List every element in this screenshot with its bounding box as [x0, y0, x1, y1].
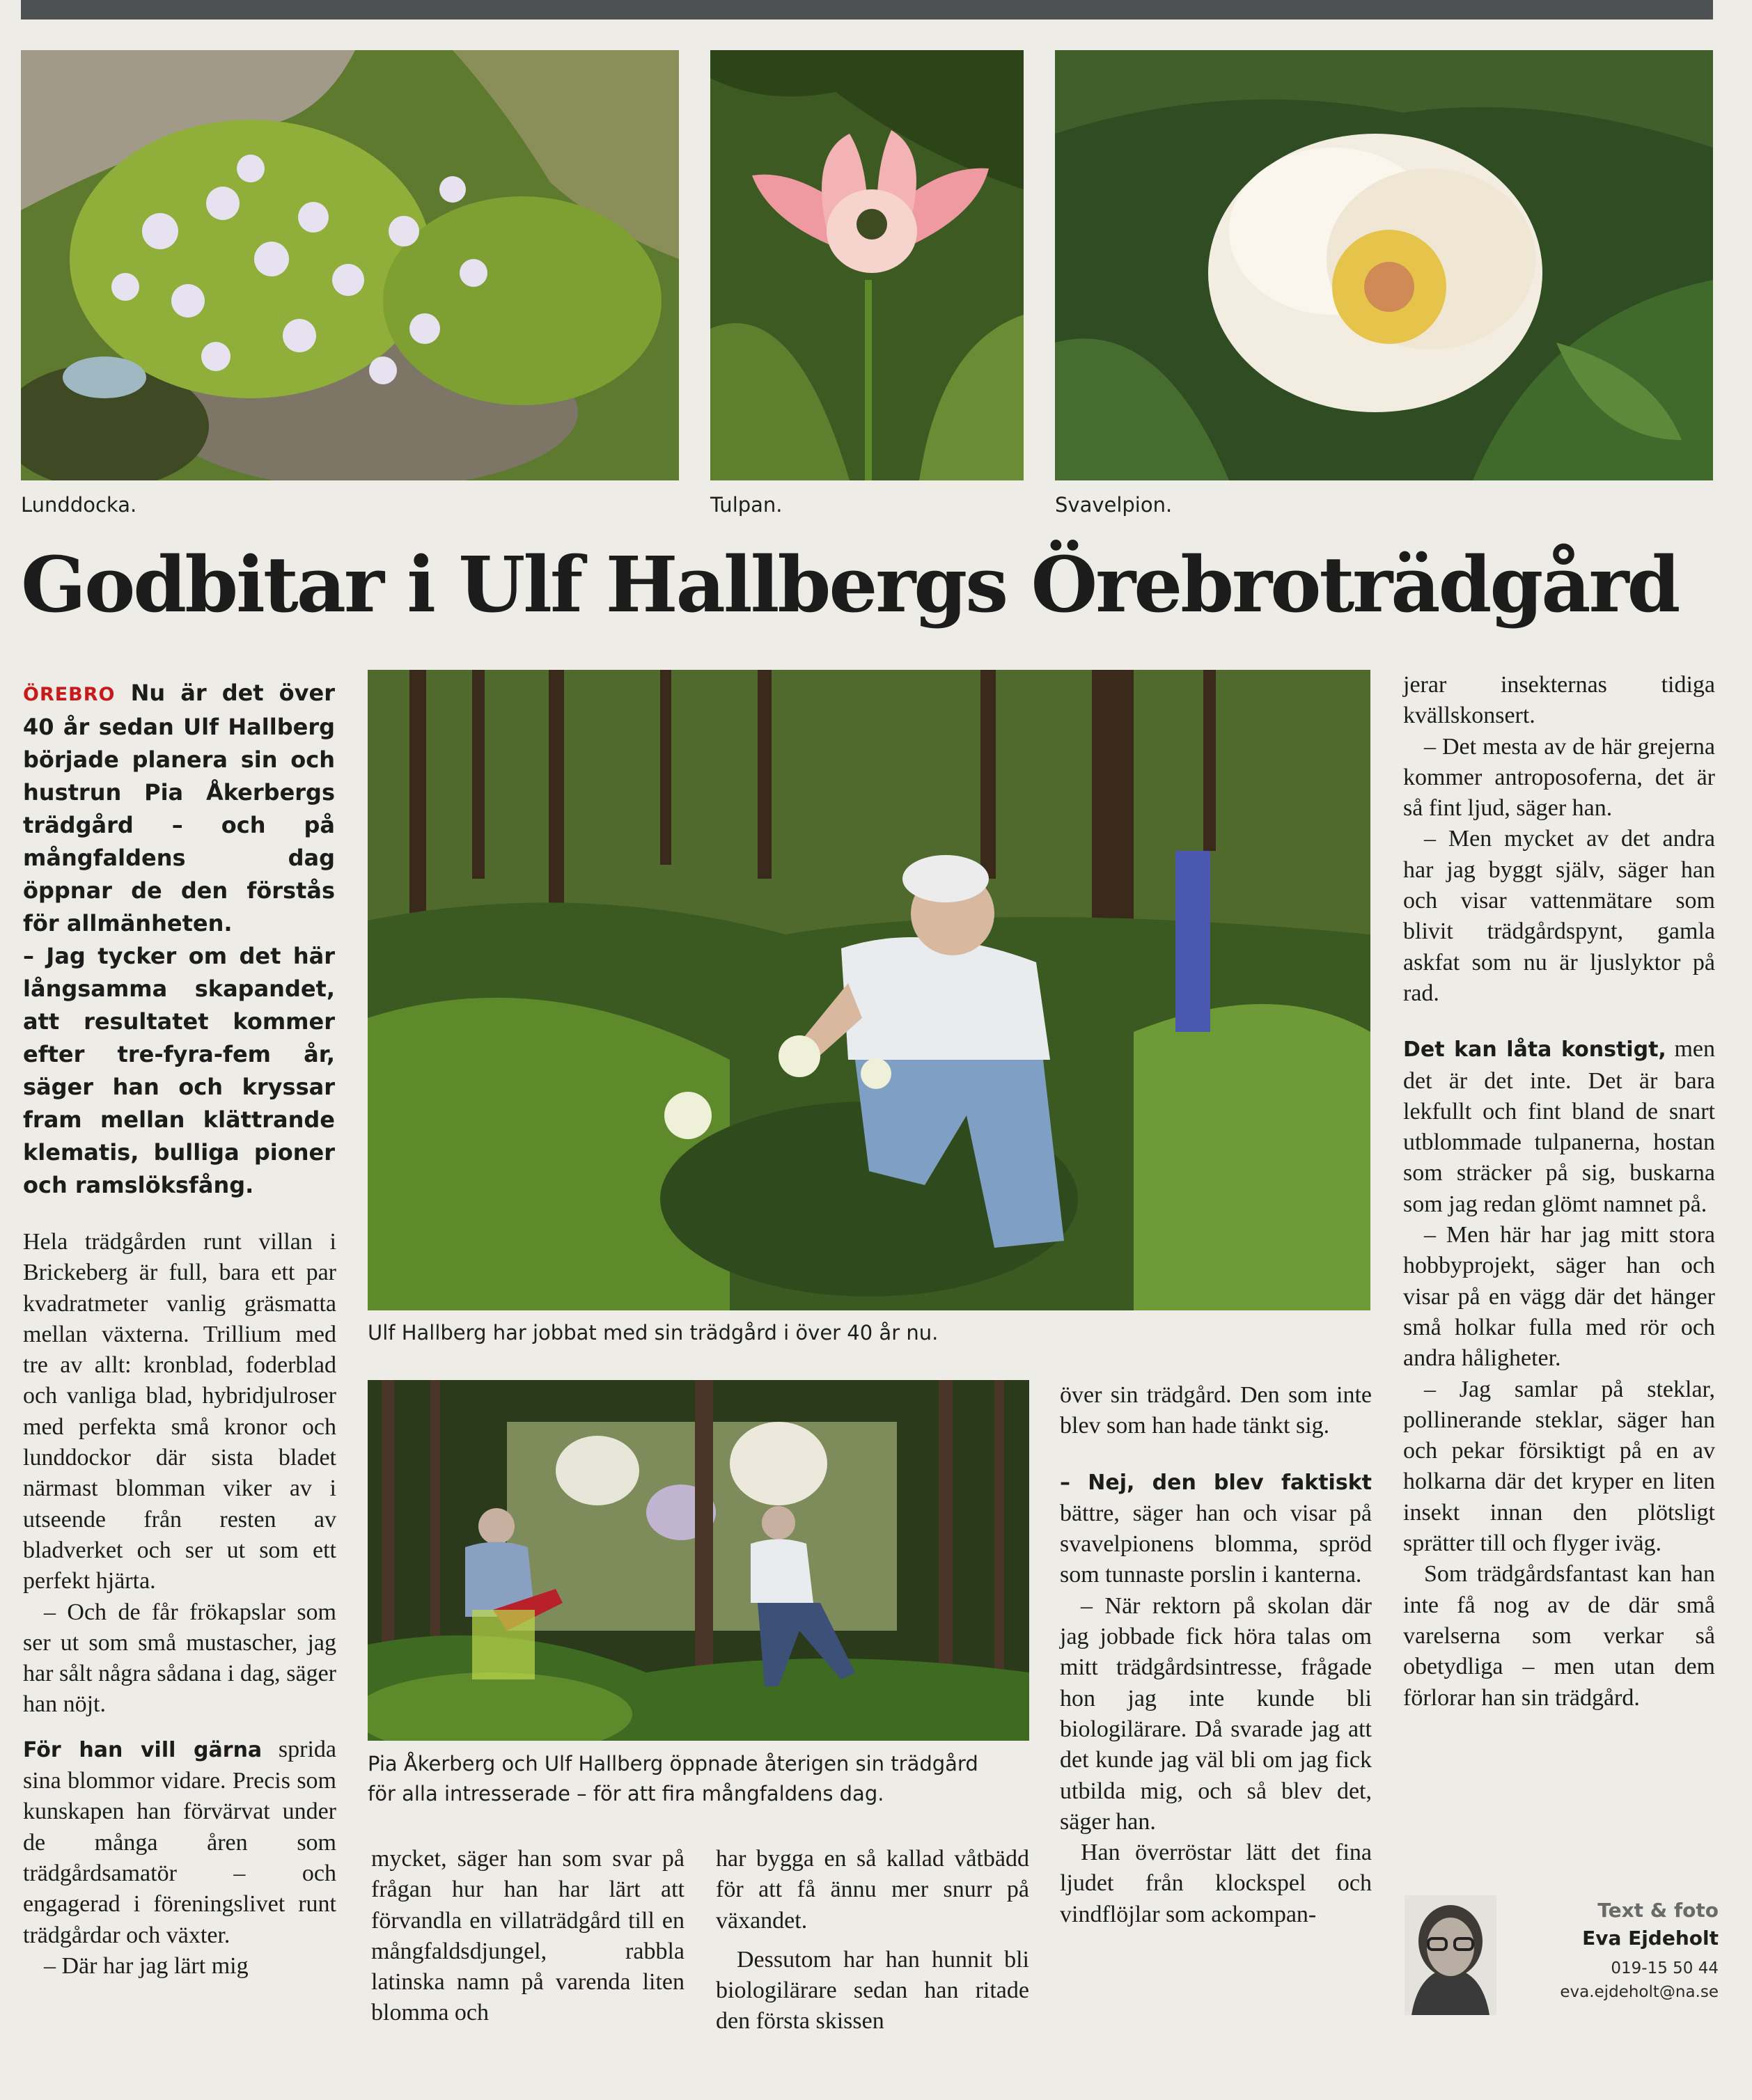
caption-main-photo: Ulf Hallberg har jobbat med sin trädgård i över 40 år nu. — [368, 1321, 939, 1345]
lead-paragraph — [23, 677, 335, 1202]
col1-p3: sprida sina blommor vidare. Precis som kunskapen han förvärvat under de många åren som trädgårdsamatör – och engagerad i föreningslivet runt trädgårdar och växter. — [23, 1736, 337, 1948]
col1-p4: – Där har jag lärt mig — [44, 1952, 249, 1979]
column-1 — [23, 1227, 336, 1982]
col5-p7: Som trädgårdsfantast kan han inte få nog av de där små varelserna som verkar så obetydliga – men utan dem förlorar han sin trädgård. — [1403, 1561, 1715, 1711]
dateline: ÖREBRO — [23, 684, 116, 705]
caption-couple-line1: Pia Åkerberg och Ulf Hallberg öppnade återigen sin trädgård — [368, 1752, 978, 1776]
author-portrait — [1405, 1895, 1496, 2015]
caption-svavelpion: Svavelpion. — [1055, 493, 1173, 517]
col5-p4: men det är det inte. Det är bara lekfullt och fint bland de snart utblommade tulpanerna, hostan som sträcker på sig, buskarna som jag redan glömt namnet på. — [1403, 1036, 1715, 1217]
photo-lunddocka — [21, 50, 679, 480]
col2-p1: mycket, säger han som svar på frågan hur han har lärt att förvandla en villaträdgård till en mångfaldsdjungel, rabbla latinska namn på varenda liten blomma och — [371, 1846, 685, 2026]
col3-p2: Dessutom har han hunnit bli biologilärare sedan han ritade den första skissen — [716, 1946, 1029, 2035]
caption-tulpan: Tulpan. — [710, 493, 783, 517]
col4-p3: – När rektorn på skolan där jag jobbade fick höra talas om mitt trädgårdsintresse, frågade hon jag inte kunde bli biologilärare. Då svarade jag att det kunde jag väl bli om jag fick utbilda mig, och så blev det, säger han. — [1060, 1592, 1372, 1835]
col4-p1: över sin trädgård. Den som inte blev som han hade tänkt sig. — [1060, 1382, 1372, 1439]
col1-p2: – Och de får frökapslar som ser ut som små mustascher, jag har sålt några sådana i dag, säger han nöjt. — [23, 1599, 336, 1718]
col5-p2: – Det mesta av de här grejerna kommer antroposoferna, det är så fint ljud, säger han. — [1403, 733, 1715, 822]
photo-svavelpion — [1055, 50, 1713, 480]
col5-p6: – Jag samlar på steklar, pollinerande steklar, säger han och pekar försiktigt på en av holkarna där det kryper en liten insekt innan den plötsligt sprätter till och flyger iväg. — [1403, 1376, 1715, 1557]
photo-main — [368, 670, 1370, 1310]
col5-subhead: Det kan låta konstigt, — [1403, 1037, 1666, 1063]
top-color-bar — [21, 0, 1713, 19]
col5-p1: jerar insekternas tidiga kvällskonsert. — [1403, 672, 1715, 729]
byline-email[interactable]: eva.ejdeholt@na.se — [1560, 1983, 1719, 2001]
caption-lunddocka: Lunddocka. — [21, 493, 137, 517]
lead-text: Nu är det över 40 år sedan Ulf Hallberg började planera sin och hustrun Pia Åkerbergs trädgård – och på mångfaldens dag öppnar de den förstås för allmänheten. — [23, 680, 335, 937]
col3-p1: har bygga en så kallad våtbädd för att få ännu mer snurr på växandet. — [716, 1846, 1029, 1934]
column-3 — [716, 1844, 1029, 2037]
column-4 — [1060, 1380, 1372, 1930]
col1-subhead: För han vill gärna — [23, 1737, 263, 1762]
col4-p2: bättre, säger han och visar på svavelpionens blomma, spröd som tunnaste porslin i kanterna. — [1060, 1500, 1372, 1588]
byline-label: Text & foto — [1597, 1899, 1719, 1922]
photo-tulpan — [710, 50, 1024, 480]
headline: Godbitar i Ulf Hallbergs Örebroträdgård — [21, 540, 1679, 629]
caption-couple-line2: för alla intresserade – för att fira mångfaldens dag. — [368, 1782, 884, 1805]
lead-quote: – Jag tycker om det här långsamma skapandet, att resultatet kommer efter tre-fyra-fem år, säger han och kryssar fram mellan klättrande klematis, bulliga pioner och ramslöksfång. — [23, 943, 335, 1198]
col4-subhead: – Nej, den blev faktiskt — [1060, 1470, 1372, 1495]
byline-name: Eva Ejdeholt — [1582, 1927, 1719, 1950]
col5-p5: – Men här har jag mitt stora hobbyprojekt, säger han och visar på en vägg där det hänger små holkar fulla med rör och andra håligheter. — [1403, 1222, 1715, 1372]
column-2 — [371, 1844, 685, 2029]
col5-p3: – Men mycket av det andra har jag byggt själv, säger han och visar vattenmätare som blivit trädgårdspynt, gamla askfat som nu är ljuslyktor på rad. — [1403, 826, 1715, 1006]
col1-p1: Hela trädgården runt villan i Brickeberg är full, bara ett par kvadratmeter vanlig gräsmatta mellan växterna. Trillium med tre av allt: kronblad, foderblad och vanliga blad, hybridjulroser med perfekta små kronor och lunddockor där sista bladet närmast blomman viker av i utseende från resten av bladverket och ser ut som ett perfekt hjärta. — [23, 1229, 336, 1594]
col4-p4: Han överröstar lätt det fina ljudet från klockspel och vindflöjlar som ackompan- — [1060, 1840, 1372, 1927]
photo-couple — [368, 1380, 1029, 1741]
byline-phone: 019-15 50 44 — [1611, 1959, 1719, 1977]
column-5 — [1403, 670, 1715, 1714]
